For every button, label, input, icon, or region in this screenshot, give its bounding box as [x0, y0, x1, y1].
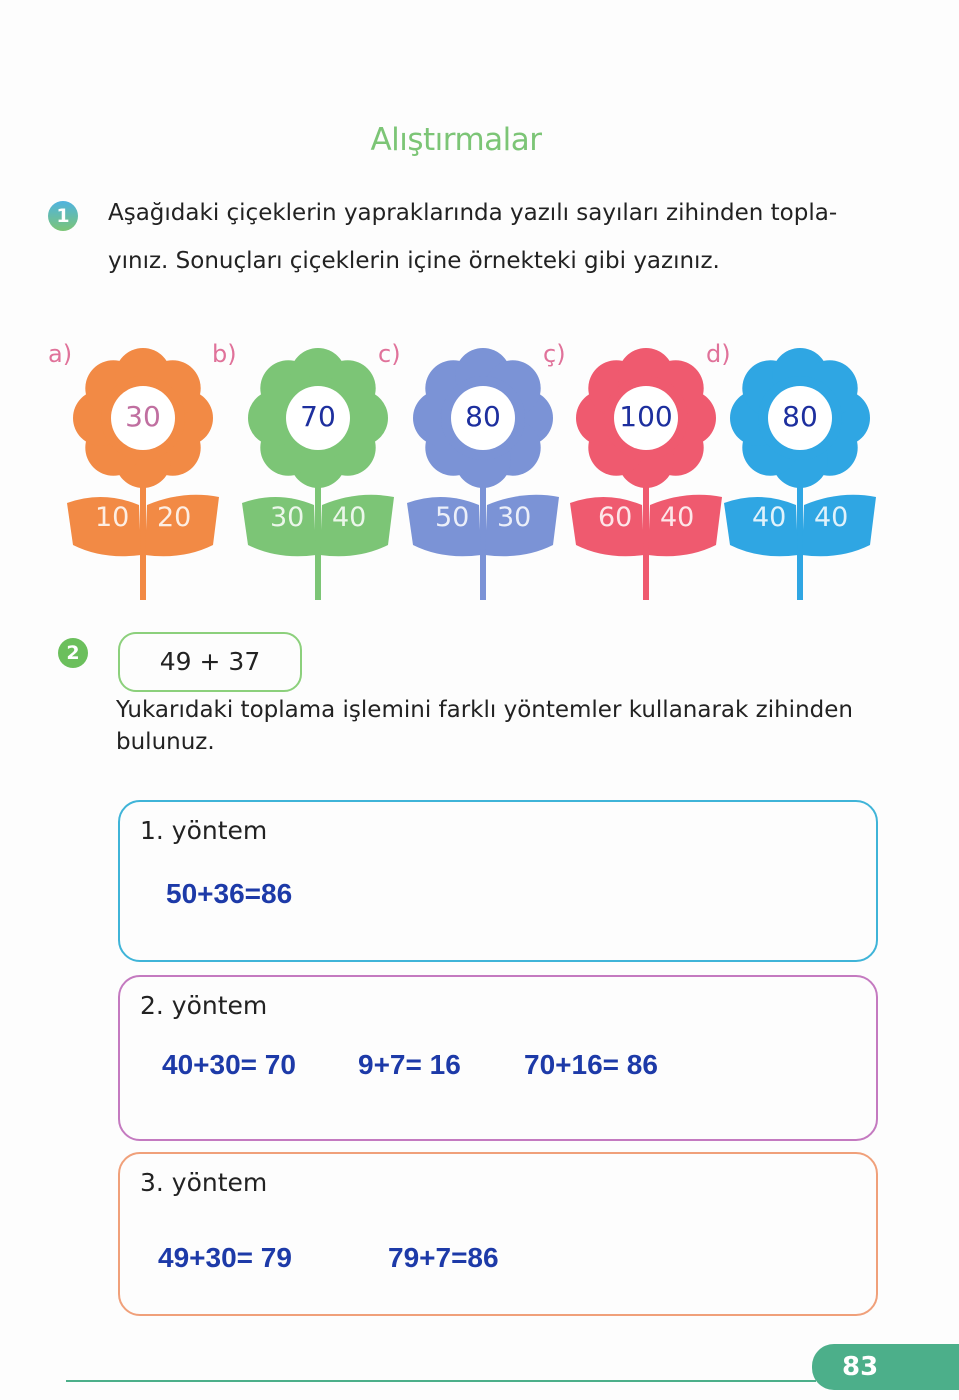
right-leaf-number: 20 — [157, 502, 192, 533]
right-leaf-number: 30 — [497, 502, 532, 533]
flower-center-answer: 30 — [125, 400, 161, 433]
right-leaf-number: 40 — [814, 502, 849, 533]
page-title: Alıştırmalar — [370, 122, 542, 158]
method-answer: 9+7= 16 — [358, 1049, 461, 1080]
page-number: 83 — [812, 1344, 959, 1390]
exercise-1-instruction-line1: Aşağıdaki çiçeklerin yapraklarında yazılı sayıları zihinden topla- — [108, 200, 838, 226]
flower-icon — [720, 345, 880, 605]
exercise-1-instruction-line2: yınız. Sonuçları çiçeklerin içine örnekteki gibi yazınız. — [108, 248, 720, 274]
flower-icon — [403, 345, 563, 605]
method-1-box — [118, 800, 878, 962]
flower-label: b) — [212, 340, 237, 368]
method-3-box — [118, 1152, 878, 1316]
left-leaf-number: 60 — [598, 502, 633, 533]
flower-center-answer: 80 — [465, 400, 501, 433]
method-answer: 79+7=86 — [388, 1242, 499, 1273]
right-leaf-number: 40 — [660, 502, 695, 533]
flower-center-answer: 100 — [619, 400, 673, 433]
exercise-2-instruction-line2: bulunuz. — [116, 729, 215, 755]
flower-icon — [63, 345, 223, 605]
method-heading: 1. yöntem — [140, 816, 268, 845]
exercise-2-instruction-line1: Yukarıdaki toplama işlemini farklı yöntemler kullanarak zihinden — [116, 697, 853, 723]
addition-expression: 49 + 37 — [118, 632, 302, 692]
flower-label: c) — [378, 340, 401, 368]
method-heading: 3. yöntem — [140, 1168, 268, 1197]
exercise-2-badge: 2 — [58, 638, 88, 668]
method-answer: 50+36=86 — [166, 878, 293, 909]
footer-line — [66, 1380, 816, 1382]
flower-label: d) — [706, 340, 731, 368]
method-2-box — [118, 975, 878, 1141]
method-answer: 70+16= 86 — [524, 1049, 658, 1080]
right-leaf-number: 40 — [332, 502, 367, 533]
flower-label: a) — [48, 340, 73, 368]
method-answer: 40+30= 70 — [162, 1049, 296, 1080]
method-heading: 2. yöntem — [140, 991, 268, 1020]
exercise-1-badge: 1 — [48, 201, 78, 231]
flower-center-answer: 70 — [300, 400, 336, 433]
left-leaf-number: 10 — [95, 502, 130, 533]
flower-icon — [238, 345, 398, 605]
method-answer: 49+30= 79 — [158, 1242, 292, 1273]
left-leaf-number: 30 — [270, 502, 305, 533]
left-leaf-number: 40 — [752, 502, 787, 533]
left-leaf-number: 50 — [435, 502, 470, 533]
flower-icon — [566, 345, 726, 605]
flower-center-answer: 80 — [782, 400, 818, 433]
flower-label: ç) — [543, 340, 566, 368]
